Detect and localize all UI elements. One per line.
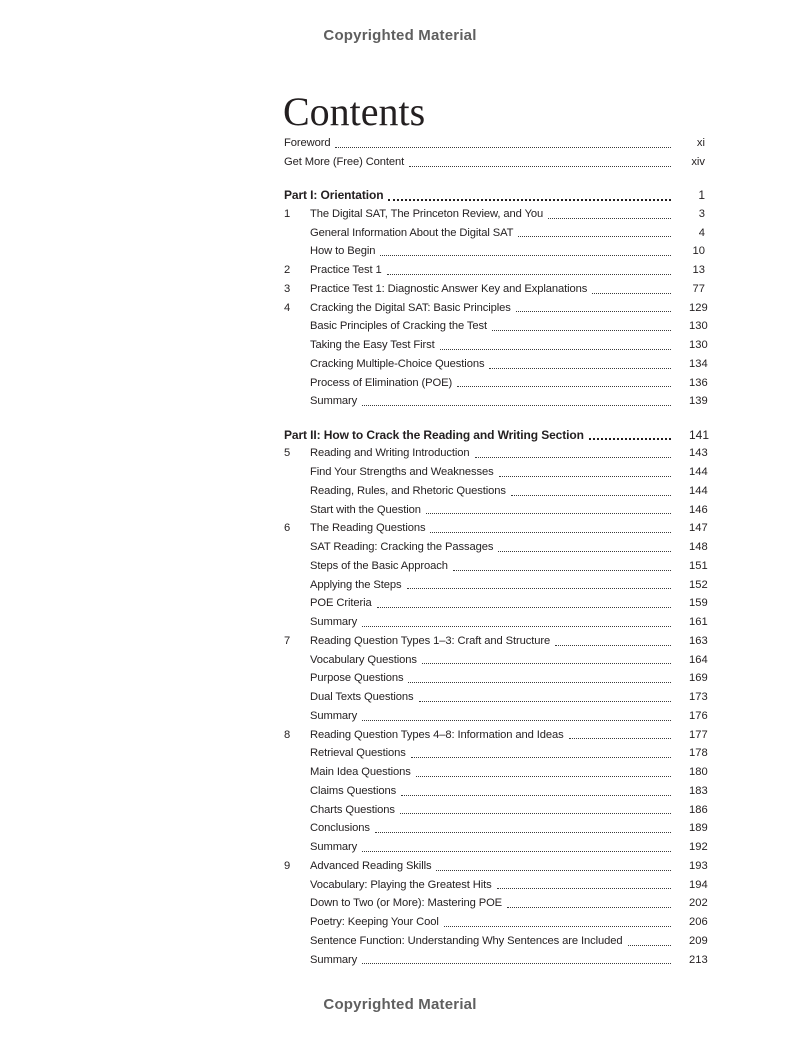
toc-page-number: 213 <box>689 953 708 966</box>
toc-page-number: 144 <box>689 484 708 497</box>
toc-entry-label: Summary <box>310 709 358 722</box>
toc-section-entry[interactable] <box>284 651 708 670</box>
toc-page-number: 180 <box>689 766 708 778</box>
toc-page-number: 176 <box>689 709 708 722</box>
toc-entry-label: Part I: Orientation <box>284 188 384 202</box>
toc-chapter-entry[interactable] <box>284 444 708 463</box>
toc-entry-label: Practice Test 1 <box>310 264 382 276</box>
toc-entry-label: Poetry: Keeping Your Cool <box>310 916 439 928</box>
toc-entry-label: Basic Principles of Cracking the Test <box>310 320 488 333</box>
toc-section-entry[interactable] <box>284 336 708 355</box>
toc-page-number: 177 <box>689 728 708 741</box>
toc-page-number: 147 <box>689 522 708 535</box>
toc-entry-label: Reading and Writing Introduction <box>310 447 470 460</box>
toc-page-number: 189 <box>689 822 708 835</box>
toc-entry-label: Practice Test 1: Diagnostic Answer Key and Explanations <box>310 282 588 295</box>
toc-entry-label: Charts Questions <box>310 803 395 816</box>
toc-page-number: 152 <box>689 578 708 591</box>
toc-dot-leader <box>335 147 671 148</box>
toc-dot-leader <box>416 776 671 777</box>
toc-entry-label: Foreword <box>284 137 331 149</box>
toc-dot-leader <box>387 274 671 275</box>
toc-page-number: 151 <box>689 559 708 572</box>
toc-page-number: 164 <box>689 653 708 666</box>
toc-page-number: 202 <box>689 897 708 910</box>
toc-dot-leader <box>362 626 671 627</box>
toc-section-entry[interactable] <box>284 317 708 336</box>
toc-section-entry[interactable] <box>284 838 708 857</box>
toc-section-entry[interactable] <box>284 374 708 393</box>
toc-entry-label: Steps of the Basic Approach <box>310 559 448 572</box>
toc-page-number: 130 <box>689 320 708 333</box>
toc-dot-leader <box>407 588 672 589</box>
toc-chapter-entry[interactable] <box>284 261 705 280</box>
toc-entry-label: Reading, Rules, and Rhetoric Questions <box>310 484 506 497</box>
toc-entry-label: Cracking Multiple-Choice Questions <box>310 357 485 370</box>
toc-chapter-entry[interactable] <box>284 632 708 651</box>
toc-entry-label: Dual Texts Questions <box>310 691 414 703</box>
toc-dot-leader <box>444 926 671 927</box>
toc-entry-number: 6 <box>284 522 291 535</box>
toc-dot-leader <box>436 870 671 871</box>
toc-entry-label: Start with the Question <box>310 503 421 516</box>
toc-page-number: 77 <box>692 282 705 295</box>
toc-page-number: 3 <box>698 207 705 220</box>
toc-dot-leader <box>401 795 671 796</box>
toc-entry-number: 4 <box>284 301 291 314</box>
toc-section-entry[interactable] <box>284 782 708 801</box>
toc-dot-leader <box>400 813 671 814</box>
toc-entry-label: Purpose Questions <box>310 672 404 685</box>
toc-dot-leader <box>377 607 671 608</box>
toc-dot-leader <box>409 166 671 167</box>
toc-page-number: 178 <box>689 747 708 760</box>
toc-dot-leader <box>498 551 671 552</box>
toc-section-entry[interactable] <box>284 538 708 557</box>
table-of-contents <box>284 134 710 969</box>
copyright-watermark-top: Copyrighted Material <box>323 27 477 44</box>
toc-dot-leader <box>589 438 671 440</box>
toc-part-heading[interactable] <box>284 186 705 205</box>
toc-dot-leader <box>489 368 671 369</box>
toc-entry-label: The Reading Questions <box>310 522 426 535</box>
toc-page-number: 193 <box>689 859 708 872</box>
toc-page-number: 129 <box>689 301 708 314</box>
toc-section-entry[interactable] <box>284 932 708 951</box>
toc-dot-leader <box>419 701 671 702</box>
toc-dot-leader <box>388 199 671 201</box>
toc-page-number: 136 <box>689 376 708 389</box>
toc-section-entry[interactable] <box>284 224 705 243</box>
toc-page-number: 163 <box>689 634 708 647</box>
page-title: Contents <box>283 89 426 134</box>
toc-dot-leader <box>628 945 671 946</box>
toc-chapter-entry[interactable] <box>284 299 708 318</box>
toc-section-entry[interactable] <box>284 576 708 595</box>
toc-page-number: 134 <box>689 357 708 370</box>
toc-page-number: xi <box>696 137 705 149</box>
toc-section-entry[interactable] <box>284 613 708 632</box>
toc-entry-label: How to Begin <box>310 245 376 258</box>
toc-chapter-entry[interactable] <box>284 726 708 745</box>
toc-page-number: 209 <box>689 934 708 947</box>
toc-dot-leader <box>516 311 671 312</box>
toc-page-number: 143 <box>689 447 708 460</box>
toc-entry-label: Summary <box>310 953 358 966</box>
toc-page-number: 148 <box>689 541 708 553</box>
toc-dot-leader <box>497 888 671 889</box>
toc-section-entry[interactable] <box>284 688 708 707</box>
toc-entry-label: The Digital SAT, The Princeton Review, and You <box>310 207 544 220</box>
toc-entry-number: 1 <box>284 207 291 220</box>
toc-entry-label: Get More (Free) Content <box>284 155 405 168</box>
toc-section-entry[interactable] <box>284 819 708 838</box>
toc-dot-leader <box>457 386 671 387</box>
toc-dot-leader <box>440 349 671 350</box>
toc-section-entry[interactable] <box>284 557 708 576</box>
toc-entry-number: 2 <box>284 264 291 276</box>
toc-entry-label: Find Your Strengths and Weaknesses <box>310 466 494 478</box>
toc-entry-label: Summary <box>310 616 358 628</box>
toc-entry-number: 5 <box>284 447 291 460</box>
toc-page-number: 183 <box>689 784 708 797</box>
toc-page-number: 194 <box>689 878 708 891</box>
toc-dot-leader <box>475 457 671 458</box>
toc-entry-number: 9 <box>284 859 291 872</box>
toc-dot-leader <box>422 663 671 664</box>
toc-entry-label: Conclusions <box>310 822 370 835</box>
toc-dot-leader <box>499 476 671 477</box>
toc-chapter-entry[interactable] <box>284 857 708 876</box>
toc-dot-leader <box>362 851 671 852</box>
toc-page-number: 173 <box>689 691 708 703</box>
toc-dot-leader <box>592 293 671 294</box>
toc-section-entry[interactable] <box>284 913 708 932</box>
toc-front-matter-entry[interactable] <box>284 134 705 153</box>
toc-entry-label: Applying the Steps <box>310 578 402 591</box>
toc-dot-leader <box>380 255 671 256</box>
toc-page-number: 130 <box>689 339 708 351</box>
toc-page-number: 4 <box>698 226 705 239</box>
toc-dot-leader <box>569 738 671 739</box>
toc-dot-leader <box>492 330 671 331</box>
toc-page-number: 13 <box>692 264 705 276</box>
toc-dot-leader <box>555 645 671 646</box>
toc-dot-leader <box>507 907 671 908</box>
toc-entry-label: Retrieval Questions <box>310 747 406 760</box>
toc-entry-label: Vocabulary: Playing the Greatest Hits <box>310 878 492 891</box>
toc-entry-number: 3 <box>284 282 291 295</box>
toc-entry-label: Down to Two (or More): Mastering POE <box>310 897 503 910</box>
toc-entry-label: Taking the Easy Test First <box>310 339 435 351</box>
toc-section-entry[interactable] <box>284 894 708 913</box>
toc-chapter-entry[interactable] <box>284 205 705 224</box>
toc-page-number: 1 <box>698 188 705 202</box>
copyright-watermark-bottom: Copyrighted Material <box>323 996 477 1013</box>
toc-section-entry[interactable] <box>284 482 708 501</box>
toc-entry-label: Sentence Function: Understanding Why Sentences are Included <box>310 934 623 947</box>
toc-entry-label: Advanced Reading Skills <box>310 859 432 872</box>
toc-entry-label: Cracking the Digital SAT: Basic Principles <box>310 301 511 314</box>
toc-dot-leader <box>426 513 671 514</box>
toc-section-entry[interactable] <box>284 669 708 688</box>
toc-entry-label: Part II: How to Crack the Reading and Writing Section <box>284 427 584 442</box>
toc-dot-leader <box>362 963 671 964</box>
toc-part-heading[interactable] <box>284 426 710 445</box>
toc-dot-leader <box>548 218 671 219</box>
toc-dot-leader <box>430 532 671 533</box>
toc-dot-leader <box>375 832 671 833</box>
toc-section-entry[interactable] <box>284 876 708 895</box>
toc-section-entry[interactable] <box>284 763 708 782</box>
toc-section-entry[interactable] <box>284 392 708 411</box>
toc-entry-label: POE Criteria <box>310 597 372 610</box>
toc-section-entry[interactable] <box>284 355 708 374</box>
toc-section-entry[interactable] <box>284 951 708 970</box>
toc-entry-label: Main Idea Questions <box>310 766 411 778</box>
toc-section-entry[interactable] <box>284 744 708 763</box>
toc-page-number: 139 <box>689 395 708 408</box>
toc-section-entry[interactable] <box>284 501 708 520</box>
toc-entry-label: Summary <box>310 395 358 408</box>
toc-page-number: 144 <box>689 466 708 478</box>
toc-entry-number: 8 <box>284 728 291 741</box>
toc-dot-leader <box>518 236 671 237</box>
toc-section-entry[interactable] <box>284 707 708 726</box>
toc-section-entry[interactable] <box>284 242 705 261</box>
toc-page-number: 169 <box>689 672 708 685</box>
toc-entry-label: SAT Reading: Cracking the Passages <box>310 541 494 553</box>
toc-entry-label: General Information About the Digital SAT <box>310 226 514 239</box>
toc-dot-leader <box>362 720 671 721</box>
toc-chapter-entry[interactable] <box>284 280 705 299</box>
toc-entry-label: Reading Question Types 4–8: Information and Ideas <box>310 728 564 741</box>
toc-entry-label: Claims Questions <box>310 784 397 797</box>
toc-section-entry[interactable] <box>284 463 708 482</box>
toc-chapter-entry[interactable] <box>284 519 708 538</box>
toc-page-number: 206 <box>689 916 708 928</box>
toc-entry-label: Process of Elimination (POE) <box>310 376 453 389</box>
toc-entry-label: Summary <box>310 841 358 853</box>
toc-dot-leader <box>411 757 671 758</box>
toc-dot-leader <box>408 682 671 683</box>
toc-page-number: 10 <box>692 245 705 258</box>
toc-section-entry[interactable] <box>284 801 708 820</box>
toc-page-number: 186 <box>689 803 708 816</box>
toc-front-matter-entry[interactable] <box>284 153 705 172</box>
toc-page-number: 161 <box>689 616 708 628</box>
toc-page-number: 146 <box>689 503 708 516</box>
toc-page-number: xiv <box>691 155 705 168</box>
toc-page-number: 192 <box>689 841 708 853</box>
toc-entry-label: Vocabulary Questions <box>310 653 417 666</box>
toc-dot-leader <box>453 570 671 571</box>
toc-page-number: 159 <box>689 597 708 610</box>
toc-page-number: 141 <box>689 427 710 442</box>
toc-entry-number: 7 <box>284 634 291 647</box>
toc-dot-leader <box>362 405 671 406</box>
toc-dot-leader <box>511 495 671 496</box>
toc-entry-label: Reading Question Types 1–3: Craft and Structure <box>310 634 551 647</box>
toc-section-entry[interactable] <box>284 594 708 613</box>
